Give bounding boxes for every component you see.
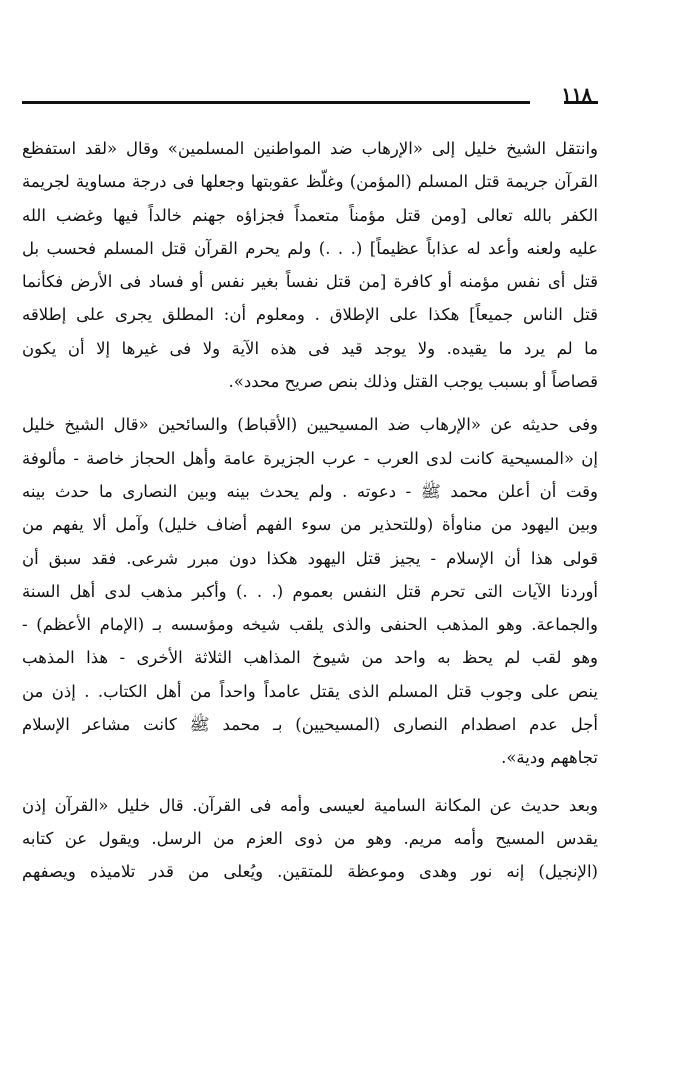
text-line: وهو لقب لم يحظ به واحد من شيوخ المذاهب الثلاثة الأخرى - هذا المذهب bbox=[22, 648, 598, 668]
text-line: القرآن جريمة قتل المسلم (المؤمن) وغلّظ عقوبتها وجعلها فى درجة مساوية لجريمة bbox=[22, 172, 598, 192]
text-line: الكفر بالله تعالى [ومن قتل مؤمناً متعمداً فجزاؤه جهنم خالداً فيها وغضب الله bbox=[22, 205, 598, 225]
paragraph bbox=[22, 789, 598, 889]
text-line: (الإنجيل) إنه نور وهدى وموعظة للمتقين. ويُعلى من قدر تلاميذه ويصفهم bbox=[22, 862, 598, 882]
text-line: أوردنا الآيات التى تحرم قتل النفس بعموم (. . .) وأكبر مذهب لدى أهل السنة bbox=[22, 581, 598, 601]
text-line: والجماعة. وهو المذهب الحنفى والذى يلقب شيخه ومؤسسه بـ (الإمام الأعظم) - bbox=[22, 615, 598, 635]
text-line: ينص على وجوب قتل المسلم الذى يقتل عامداً واحداً من أهل الكتاب. . إذن من bbox=[22, 681, 598, 701]
text-line: عليه ولعنه وأعد له عذاباً عظيماً] (. . .) ولم يحرم القرآن قتل المسلم فحسب بل bbox=[22, 238, 598, 258]
text-line: وانتقل الشيخ خليل إلى «الإرهاب ضد المواطنين المسلمين» وقال «لقد استفظع bbox=[22, 139, 598, 158]
text-line: قصاصاً أو بسبب يوجب القتل وذلك بنص صريح محدد». bbox=[228, 372, 598, 392]
page-header bbox=[22, 80, 598, 110]
text-line: وبعد حديث عن المكانة السامية لعيسى وأمه فى القرآن. قال خليل «القرآن إذن bbox=[22, 795, 598, 815]
text-line: ما لم يرد ما يقيده. ولا يوجد قيد فى هذه الآية ولا فى غيرها إلا أن يكون bbox=[22, 338, 598, 358]
page-number: ١١٨ bbox=[561, 84, 592, 106]
text-line: قولى هذا أن الإسلام - يجيز قتل اليهود هكذا دون مبرر شرعى. فقد سبق أن bbox=[22, 548, 598, 568]
body-text bbox=[22, 132, 598, 889]
text-line: إن «المسيحية كانت لدى العرب - عرب الجزيرة عامة وأهل الحجاز خاصة - مألوفة bbox=[22, 448, 598, 468]
text-line: تجاههم ودية». bbox=[501, 748, 598, 768]
text-line: وفى حديثه عن «الإرهاب ضد المسيحيين (الأقباط) والسائحين «قال الشيخ خليل bbox=[22, 415, 598, 435]
paragraph bbox=[22, 132, 598, 398]
text-line: قتل الناس جميعاً] هكذا على الإطلاق . ومعلوم أن: المطلق يجرى على إطلاقه bbox=[22, 305, 598, 325]
text-line: قتل أى نفس مؤمنه أو كافرة [من قتل نفساً بغير نفس أو فساد فى الأرض فكأنما bbox=[22, 272, 598, 292]
text-line: يقدس المسيح وأمه مريم. وهو من ذوى العزم من الرسل. ويقول عن كتابه bbox=[22, 828, 598, 848]
text-line: أجل عدم اصطدام النصارى (المسيحيين) بـ محمد ﷺ كانت مشاعر الإسلام bbox=[22, 715, 598, 735]
text-line: وبين اليهود من مناوأة (وللتحذير من سوء الفهم أضاف خليل) وآمل ألا يفهم من bbox=[22, 515, 598, 535]
paragraph bbox=[22, 408, 598, 774]
header-rule-long bbox=[22, 101, 530, 104]
text-line: وقت أن أعلن محمد ﷺ - دعوته . ولم يحدث بينه وبين النصارى ما حدث بينه bbox=[22, 481, 598, 501]
